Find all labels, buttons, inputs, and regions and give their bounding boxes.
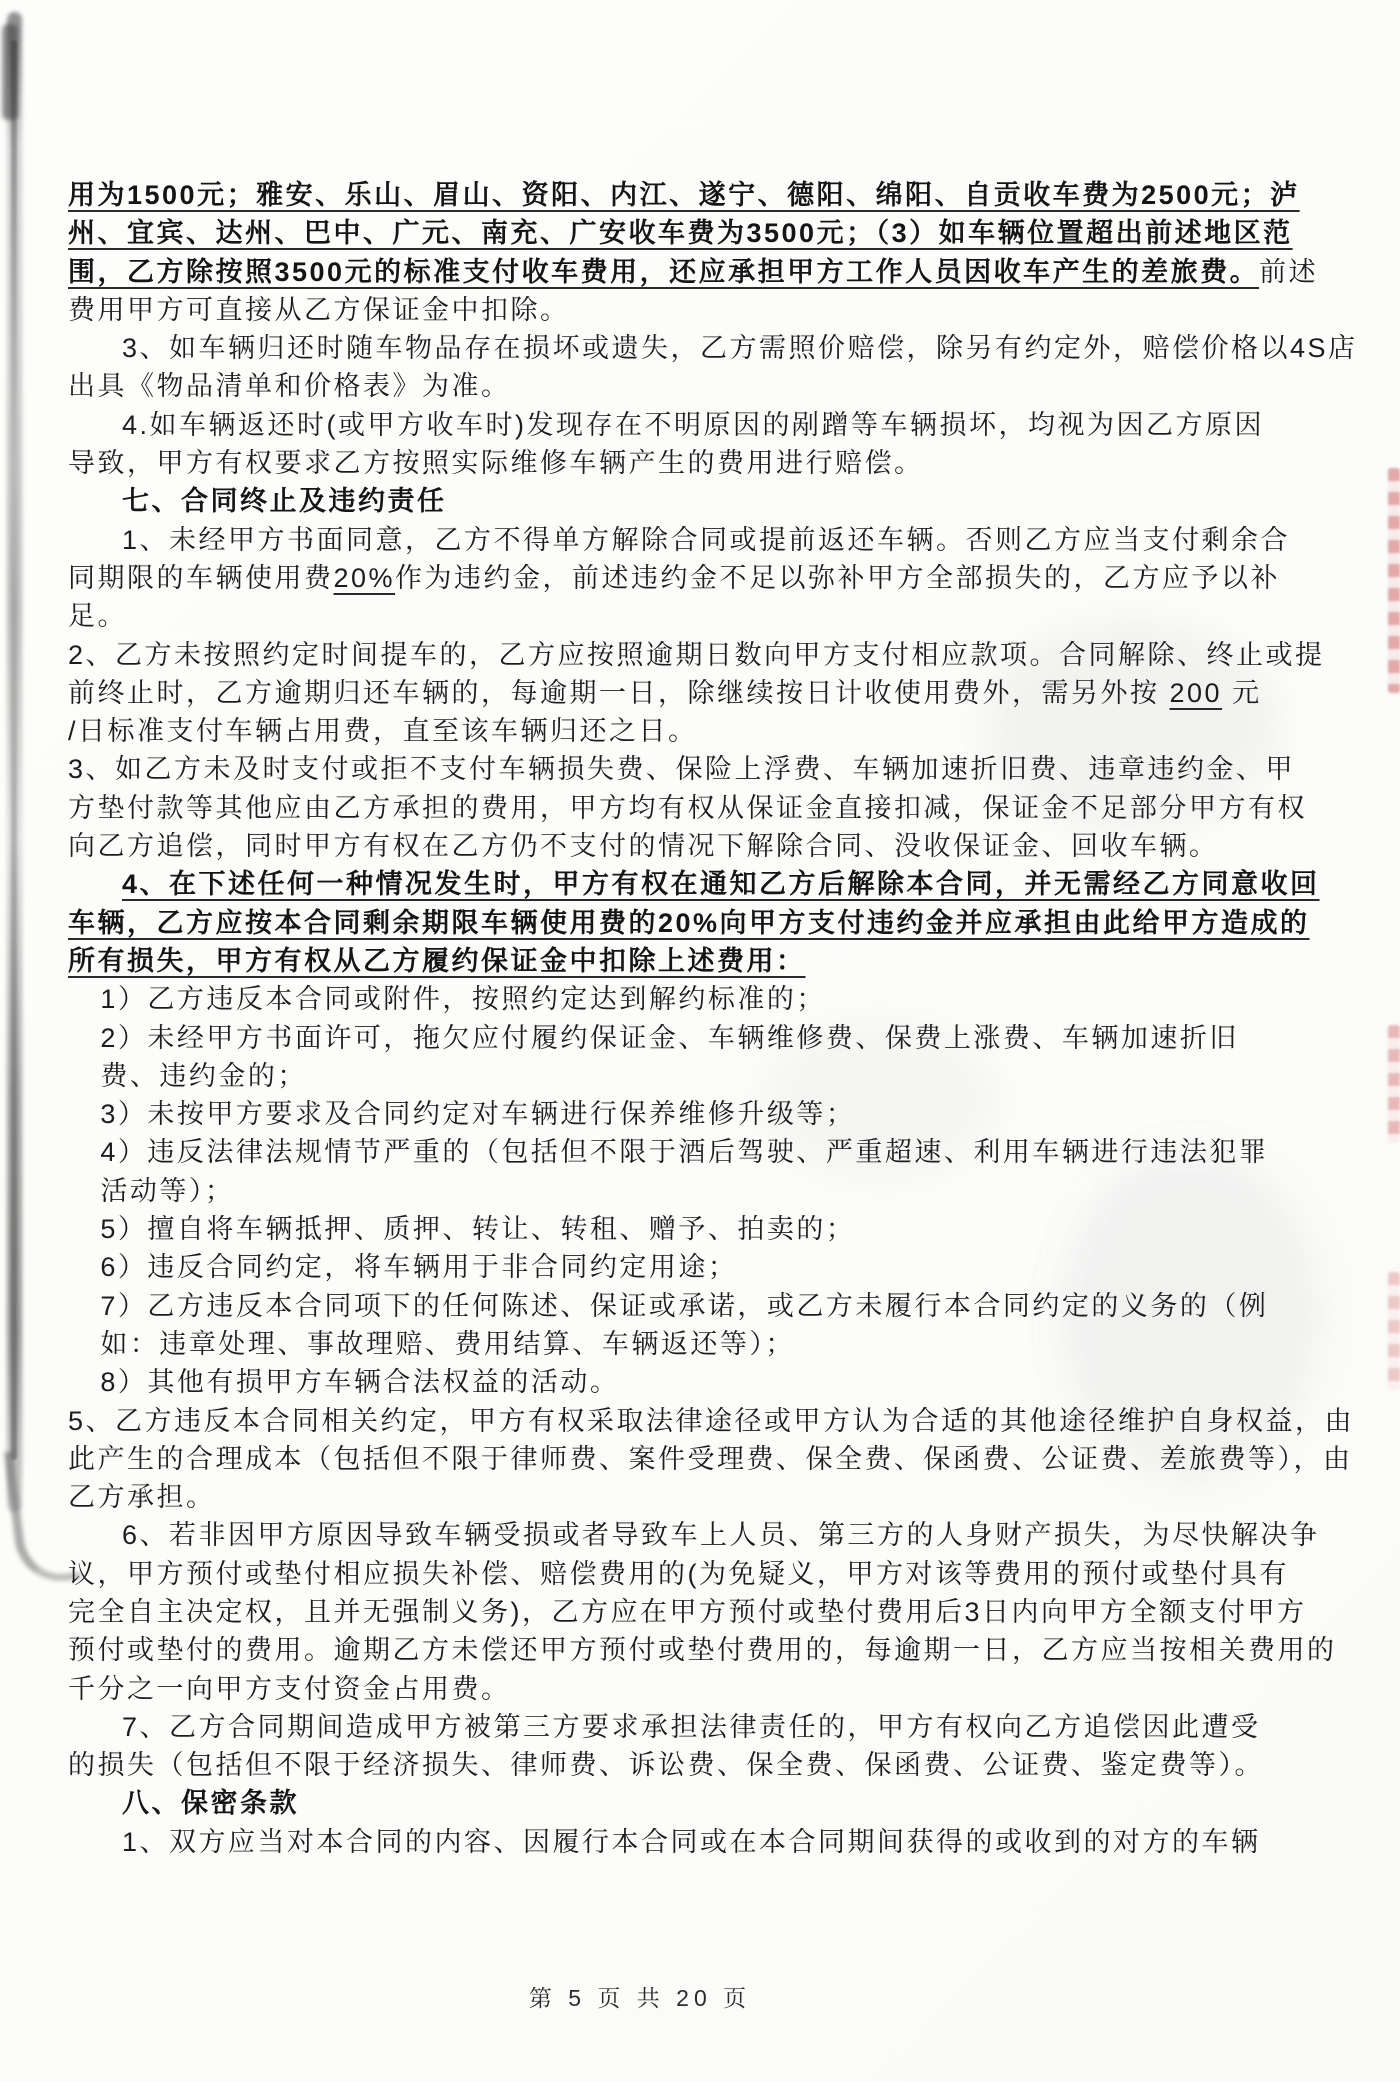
document-line xyxy=(68,980,1360,1018)
document-line xyxy=(68,1172,1360,1210)
document-line xyxy=(68,865,1360,903)
document-text-segment: 前述 xyxy=(1259,256,1319,287)
document-line xyxy=(68,1287,1360,1325)
document-line xyxy=(68,1478,1360,1516)
document-text-segment: 千分之一向甲方支付资金占用费。 xyxy=(68,1673,511,1704)
document-line xyxy=(68,444,1360,482)
scan-artifact-top-left-blob xyxy=(2,24,18,120)
document-text-segment: 7）乙方违反本合同项下的任何陈述、保证或承诺，或乙方未履行本合同约定的义务的（例 xyxy=(100,1290,1269,1321)
document-line xyxy=(68,942,1360,980)
document-text-segment: 1）乙方违反本合同或附件，按照约定达到解约标准的； xyxy=(100,984,826,1015)
page-footer: 第 5 页 共 20 页 xyxy=(528,1985,752,2011)
document-body xyxy=(68,176,1360,1861)
document-text-segment: 4.如车辆返还时(或甲方收车时)发现存在不明原因的剐蹭等车辆损坏，均视为因乙方原因 xyxy=(122,409,1264,440)
document-text-segment: 1、未经甲方书面同意，乙方不得单方解除合同或提前返还车辆。否则乙方应当支付剩余合 xyxy=(122,524,1291,555)
document-line xyxy=(68,329,1360,367)
document-line xyxy=(68,712,1360,750)
document-line xyxy=(68,1057,1360,1095)
document-line xyxy=(68,1095,1360,1133)
document-text-segment: 费、违约金的； xyxy=(100,1060,307,1091)
document-text-segment: 元 xyxy=(1222,677,1262,708)
document-line xyxy=(68,1210,1360,1248)
document-text-segment: 车辆，乙方应按本合同剩余期限车辆使用费的20%向甲方支付违约金并应承担由此给甲方造成的 xyxy=(68,907,1310,938)
document-text-segment: /日标准支付车辆占用费，直至该车辆归还之日。 xyxy=(68,716,698,747)
document-text-segment: 费用甲方可直接从乙方保证金中扣除。 xyxy=(68,294,570,325)
document-text-segment: 导致，甲方有权要求乙方按照实际维修车辆产生的费用进行赔偿。 xyxy=(68,448,924,479)
document-text-segment: 如：违章处理、事故理赔、费用结算、车辆返还等）； xyxy=(100,1328,795,1359)
document-text-segment: 作为违约金，前述违约金不足以弥补甲方全部损失的，乙方应予以补 xyxy=(395,562,1281,593)
document-text-segment: 3、如车辆归还时随车物品存在损坏或遗失，乙方需照价赔偿，除另有约定外，赔偿价格以4S店 xyxy=(122,333,1358,364)
document-line xyxy=(68,559,1360,597)
document-text-segment: 议，甲方预付或垫付相应损失补偿、赔偿费用的(为免疑义，甲方对该等费用的预付或垫付具有 xyxy=(68,1558,1289,1589)
document-text-segment: 3）未按甲方要求及合同约定对车辆进行保养维修升级等； xyxy=(100,1099,856,1130)
document-text-segment: 3、如乙方未及时支付或拒不支付车辆损失费、保险上浮费、车辆加速折旧费、违章违约金、甲 xyxy=(68,754,1296,785)
document-text-segment: 2、乙方未按照约定时间提车的，乙方应按照逾期日数向甲方支付相应款项。合同解除、终止或提 xyxy=(68,639,1325,670)
document-text-segment: 8）其他有损甲方车辆合法权益的活动。 xyxy=(100,1367,620,1398)
document-line xyxy=(68,1402,1360,1440)
document-line xyxy=(68,827,1360,865)
document-line xyxy=(68,253,1360,291)
document-text-segment: 围，乙方除按照3500元的标准支付收车费用，还应承担甲方工作人员因收车产生的差旅费。 xyxy=(68,256,1260,287)
document-text-segment: 出具《物品清单和价格表》为准。 xyxy=(68,371,511,402)
document-line xyxy=(68,482,1360,520)
document-line xyxy=(68,214,1360,252)
document-text-segment: 2）未经甲方书面许可，拖欠应付履约保证金、车辆维修费、保费上涨费、车辆加速折旧 xyxy=(100,1022,1239,1053)
document-line xyxy=(68,789,1360,827)
document-text-segment: 方垫付款等其他应由乙方承担的费用，甲方均有权从保证金直接扣减，保证金不足部分甲方有权 xyxy=(68,792,1307,823)
document-text-segment: 5、乙方违反本合同相关约定，甲方有权采取法律途径或甲方认为合适的其他途径维护自身权益，由 xyxy=(68,1405,1355,1436)
document-line xyxy=(68,406,1360,444)
document-text-segment: 足。 xyxy=(68,601,127,632)
document-text-segment: 的损失（包括但不限于经济损失、律师费、诉讼费、保全费、保函费、公证费、鉴定费等）。 xyxy=(68,1750,1264,1781)
document-text-segment: 同期限的车辆使用费 xyxy=(68,562,334,593)
document-text-segment: 1、双方应当对本合同的内容、因履行本合同或在本合同期间获得的或收到的对方的车辆 xyxy=(122,1826,1261,1857)
document-line xyxy=(68,1325,1360,1363)
document-line xyxy=(68,176,1360,214)
document-text-segment: 完全自主决定权，且并无强制义务)，乙方应在甲方预付或垫付费用后3日内向甲方全额支付甲方 xyxy=(68,1596,1307,1627)
document-line xyxy=(68,291,1360,329)
document-text-segment: 乙方承担。 xyxy=(68,1482,216,1513)
document-line xyxy=(68,367,1360,405)
document-line xyxy=(68,1516,1360,1554)
document-text-segment: 州、宜宾、达州、巴中、广元、南充、广安收车费为3500元；（3）如车辆位置超出前述地区范 xyxy=(68,218,1293,249)
document-line xyxy=(68,750,1360,788)
document-text-segment: 20% xyxy=(333,562,396,593)
document-line xyxy=(68,1248,1360,1286)
document-line xyxy=(68,1784,1360,1822)
document-text-segment: 4、在下述任何一种情况发生时，甲方有权在通知乙方后解除本合同，并无需经乙方同意收回 xyxy=(122,869,1320,900)
document-line xyxy=(68,1670,1360,1708)
scan-artifact-red-seal-bleed-3 xyxy=(1388,1272,1400,1390)
document-text-segment: 预付或垫付的费用。逾期乙方未偿还甲方预付或垫付费用的，每逾期一日，乙方应当按相关费用的 xyxy=(68,1635,1337,1666)
document-text-segment: 5）擅自将车辆抵押、质押、转让、转租、赠予、拍卖的； xyxy=(100,1214,856,1245)
document-line xyxy=(68,1363,1360,1401)
document-line xyxy=(68,597,1360,635)
document-text-segment: 7、乙方合同期间造成甲方被第三方要求承担法律责任的，甲方有权向乙方追偿因此遭受 xyxy=(122,1711,1261,1742)
document-text-segment: 用为1500元；雅安、乐山、眉山、资阳、内江、遂宁、德阳、绵阳、自贡收车费为2500元；泸 xyxy=(68,180,1300,210)
document-text-segment: 此产生的合理成本（包括但不限于律师费、案件受理费、保全费、保函费、公证费、差旅费等），由 xyxy=(68,1443,1353,1474)
document-line xyxy=(68,904,1360,942)
document-text-segment: 八、保密条款 xyxy=(122,1788,299,1819)
document-text-segment: 七、合同终止及违约责任 xyxy=(122,486,447,517)
document-line xyxy=(68,1593,1360,1631)
document-line xyxy=(68,674,1360,712)
document-line xyxy=(68,1440,1360,1478)
document-text-segment: 4）违反法律法规情节严重的（包括但不限于酒后驾驶、严重超速、利用车辆进行违法犯罪 xyxy=(100,1137,1269,1168)
document-text-segment: 200 xyxy=(1169,677,1223,708)
document-line xyxy=(68,1133,1360,1171)
document-line xyxy=(68,1746,1360,1784)
document-line xyxy=(68,636,1360,674)
document-text-segment: 活动等）； xyxy=(100,1175,235,1206)
document-line xyxy=(68,1823,1360,1861)
document-text-segment: 前终止时，乙方逾期归还车辆的，每逾期一日，除继续按日计收使用费外，需另外按 xyxy=(68,677,1170,708)
scan-artifact-left-edge-shadow-inner xyxy=(11,40,17,1460)
document-line xyxy=(68,1019,1360,1057)
scan-artifact-red-seal-bleed-1 xyxy=(1388,468,1400,693)
document-text-segment: 6）违反合同约定，将车辆用于非合同约定用途； xyxy=(100,1252,738,1283)
document-text-segment: 所有损失，甲方有权从乙方履约保证金中扣除上述费用： xyxy=(68,945,806,976)
document-line xyxy=(68,1708,1360,1746)
document-line xyxy=(68,521,1360,559)
scan-artifact-red-seal-bleed-2 xyxy=(1388,1025,1400,1143)
document-text-segment: 6、若非因甲方原因导致车辆受损或者导致车上人员、第三方的人身财产损失，为尽快解决争 xyxy=(122,1520,1320,1551)
document-text-segment: 向乙方追偿，同时甲方有权在乙方仍不支付的情况下解除合同、没收保证金、回收车辆。 xyxy=(68,831,1219,862)
document-line xyxy=(68,1555,1360,1593)
document-line xyxy=(68,1631,1360,1669)
